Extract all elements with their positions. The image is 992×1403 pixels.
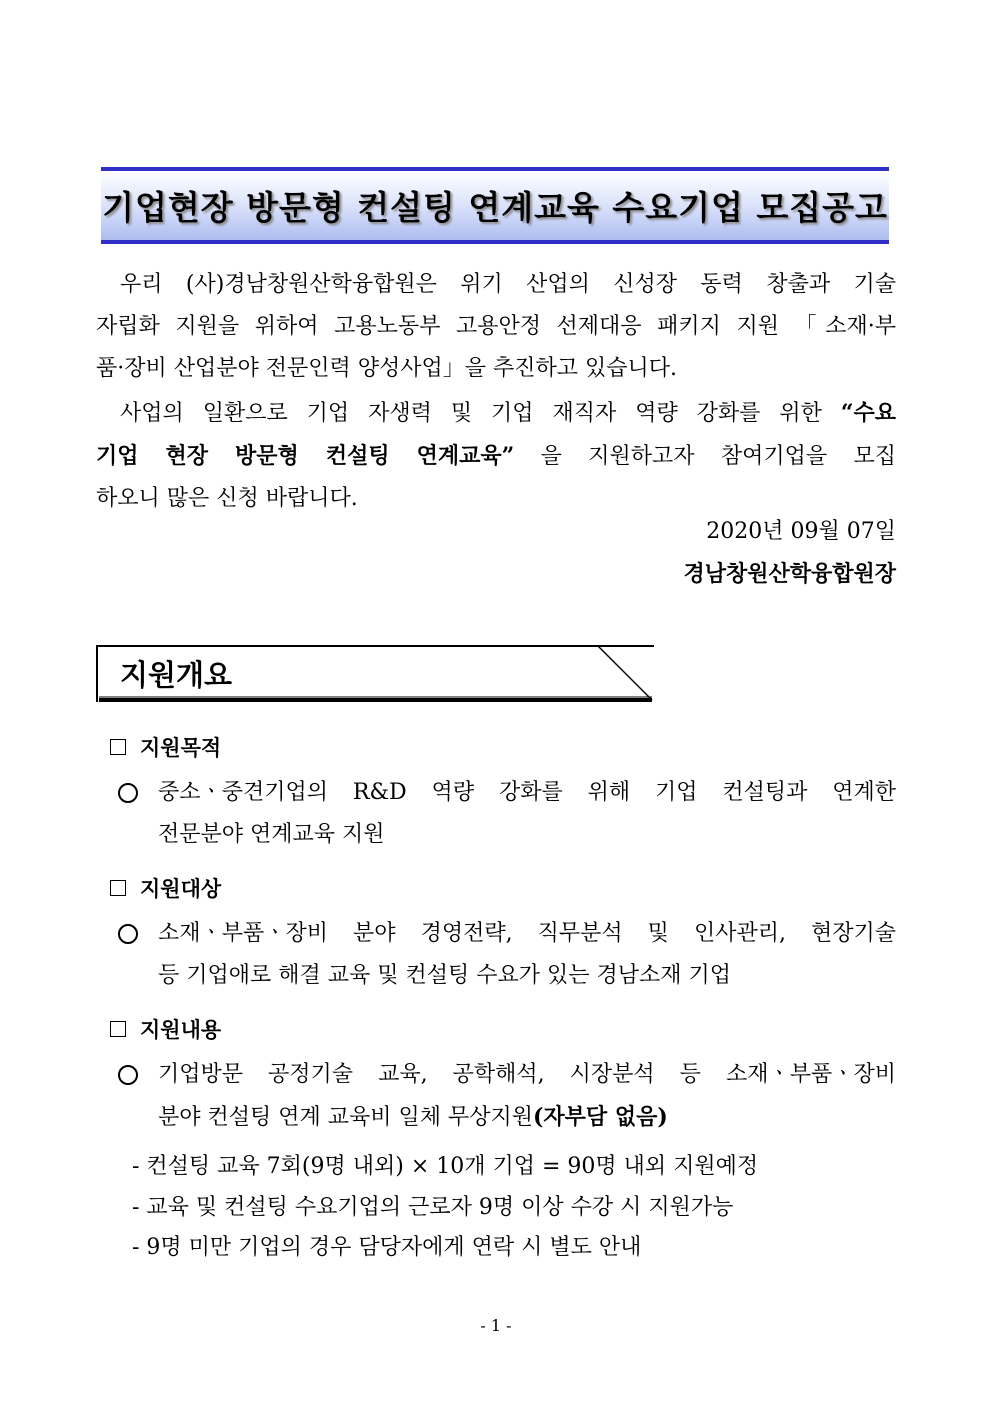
heading-purpose [108, 732, 221, 762]
purpose-line-1: 중소ㆍ중견기업의 R&D 역량 강화를 위해 기업 컨설팅과 연계한 [158, 780, 896, 805]
content-line-1: 기업방문 공정기술 교육, 공학해석, 시장분석 등 소재ㆍ부품ㆍ장비 [158, 1062, 896, 1087]
notice-date: 2020년 09월 07일 [706, 519, 896, 544]
signature: 경남창원산학융합원장 [683, 561, 896, 587]
heading-content [108, 1014, 221, 1044]
heading-target [108, 873, 221, 903]
checkbox-square-icon [110, 739, 126, 755]
intro-p2-line-1-bold: “수요 [840, 400, 896, 426]
notice-title-banner [101, 167, 889, 244]
checkbox-square-icon [110, 880, 126, 896]
intro-p2-line-3: 하오니 많은 신청 바랍니다. [96, 486, 358, 511]
intro-p2-line-2-text: 을 지원하고자 참여기업을 모집 [540, 444, 896, 469]
content-dash-1: - 컨설팅 교육 7회(9명 내외) × 10개 기업 = 90명 내외 지원예정 [132, 1154, 759, 1179]
content-line-2 [158, 1096, 896, 1139]
target-line-1: 소재ㆍ부품ㆍ장비 분야 경영전략, 직무분석 및 인사관리, 현장기술 [158, 921, 896, 946]
intro-p2-line-1 [96, 392, 896, 435]
checkbox-square-icon [110, 1021, 126, 1037]
content-item [118, 1054, 896, 1139]
circle-bullet-icon [118, 924, 138, 944]
intro-p2-line-1-text: 사업의 일환으로 기업 자생력 및 기업 재직자 역량 강화를 위한 [120, 401, 822, 426]
intro-p2-line-2-bold: 기업 현장 방문형 컨설팅 연계교육” [96, 443, 515, 469]
intro-paragraph-1 [96, 264, 896, 390]
section-header [96, 645, 654, 703]
heading-content-label: 지원내용 [140, 1017, 222, 1042]
notice-title: 기업현장 방문형 컨설팅 연계교육 수요기업 모집공고 [102, 188, 888, 227]
content-line-2-text: 분야 컨설팅 연계 교육비 일체 무상지원 [158, 1105, 533, 1130]
intro-p2-line-2 [96, 435, 896, 478]
intro-p1-line-1: 우리 (사)경남창원산학융합원은 위기 산업의 신성장 동력 창출과 기술 [120, 272, 896, 297]
circle-bullet-icon [118, 1065, 138, 1085]
content-dash-3: - 9명 미만 기업의 경우 담당자에게 연락 시 별도 안내 [132, 1235, 642, 1260]
target-line-2: 등 기업애로 해결 교육 및 컨설팅 수요가 있는 경남소재 기업 [158, 963, 731, 988]
page-number: - 1 - [480, 1316, 512, 1335]
purpose-line-2: 전문분야 연계교육 지원 [158, 822, 385, 847]
intro-p1-line-3: 품·장비 산업분야 전문인력 양성사업」을 추진하고 있습니다. [96, 356, 678, 381]
heading-purpose-label: 지원목적 [140, 735, 222, 760]
content-line-2-bold: (자부담 없음) [533, 1104, 668, 1130]
target-item [118, 913, 896, 997]
heading-target-label: 지원대상 [140, 876, 222, 901]
section-title: 지원개요 [120, 658, 233, 692]
intro-paragraph-2 [96, 392, 896, 520]
circle-bullet-icon [118, 783, 138, 803]
content-dash-2: - 교육 및 컨설팅 수요기업의 근로자 9명 이상 수강 시 지원가능 [132, 1195, 734, 1220]
intro-p1-line-2: 자립화 지원을 위하여 고용노동부 고용안정 선제대응 패키지 지원 「소재·부 [96, 314, 896, 339]
purpose-item [118, 772, 896, 856]
